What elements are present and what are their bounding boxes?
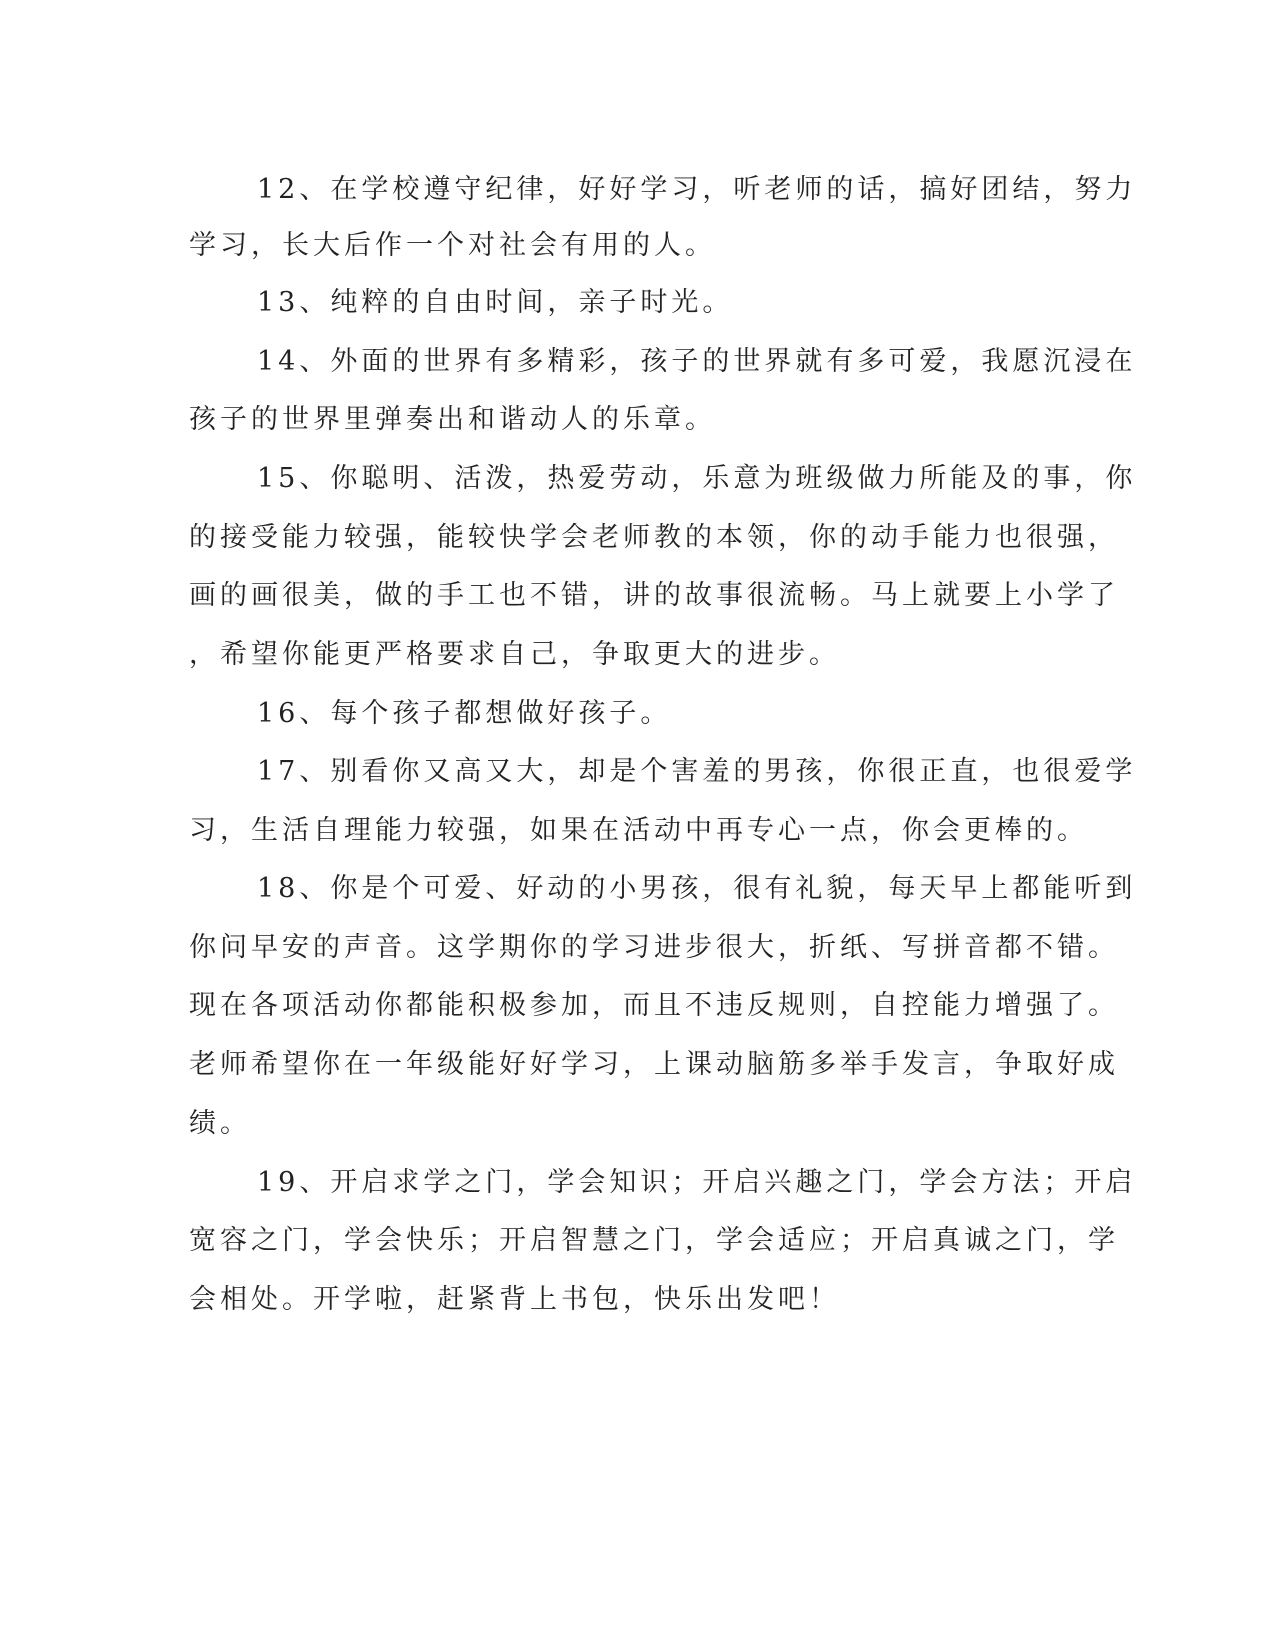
paragraph-17-line-1: 17、别看你又高又大，却是个害羞的男孩，你很正直，也很爱学	[257, 756, 1137, 787]
paragraph-18-line-1: 18、你是个可爱、好动的小男孩，很有礼貌，每天早上都能听到	[257, 873, 1137, 904]
paragraph-19-line-1: 19、开启求学之门，学会知识；开启兴趣之门，学会方法；开启	[257, 1167, 1137, 1198]
paragraph-17-line-2: 习，生活自理能力较强，如果在活动中再专心一点，你会更棒的。	[189, 815, 1088, 846]
paragraph-18-line-3: 现在各项活动你都能积极参加，而且不违反规则，自控能力增强了。	[189, 990, 1119, 1021]
paragraph-19-line-3: 会相处。开学啦，赶紧背上书包，快乐出发吧！	[189, 1284, 840, 1315]
paragraph-15-line-3: 画的画很美，做的手工也不错，讲的故事很流畅。马上就要上小学了	[189, 580, 1119, 611]
paragraph-15-line-4: ，希望你能更严格要求自己，争取更大的进步。	[189, 639, 840, 670]
paragraph-18-line-4: 老师希望你在一年级能好好学习，上课动脑筋多举手发言，争取好成	[189, 1049, 1119, 1080]
paragraph-15-line-2: 的接受能力较强，能较快学会老师教的本领，你的动手能力也很强，	[189, 522, 1119, 553]
paragraph-15-line-1: 15、你聪明、活泼，热爱劳动，乐意为班级做力所能及的事，你	[257, 463, 1137, 494]
paragraph-12-line-2: 学习，长大后作一个对社会有用的人。	[189, 230, 716, 261]
paragraph-16-line-1: 16、每个孩子都想做好孩子。	[257, 698, 672, 729]
paragraph-14-line-2: 孩子的世界里弹奏出和谐动人的乐章。	[189, 404, 716, 435]
paragraph-14-line-1: 14、外面的世界有多精彩，孩子的世界就有多可爱，我愿沉浸在	[257, 346, 1137, 377]
paragraph-18-line-5: 绩。	[189, 1108, 251, 1139]
paragraph-19-line-2: 宽容之门，学会快乐；开启智慧之门，学会适应；开启真诚之门，学	[189, 1225, 1119, 1256]
paragraph-12-line-1: 12、在学校遵守纪律，好好学习，听老师的话，搞好团结，努力	[257, 174, 1137, 205]
paragraph-18-line-2: 你问早安的声音。这学期你的学习进步很大，折纸、写拼音都不错。	[189, 932, 1119, 963]
paragraph-13-line-1: 13、纯粹的自由时间，亲子时光。	[257, 287, 734, 318]
